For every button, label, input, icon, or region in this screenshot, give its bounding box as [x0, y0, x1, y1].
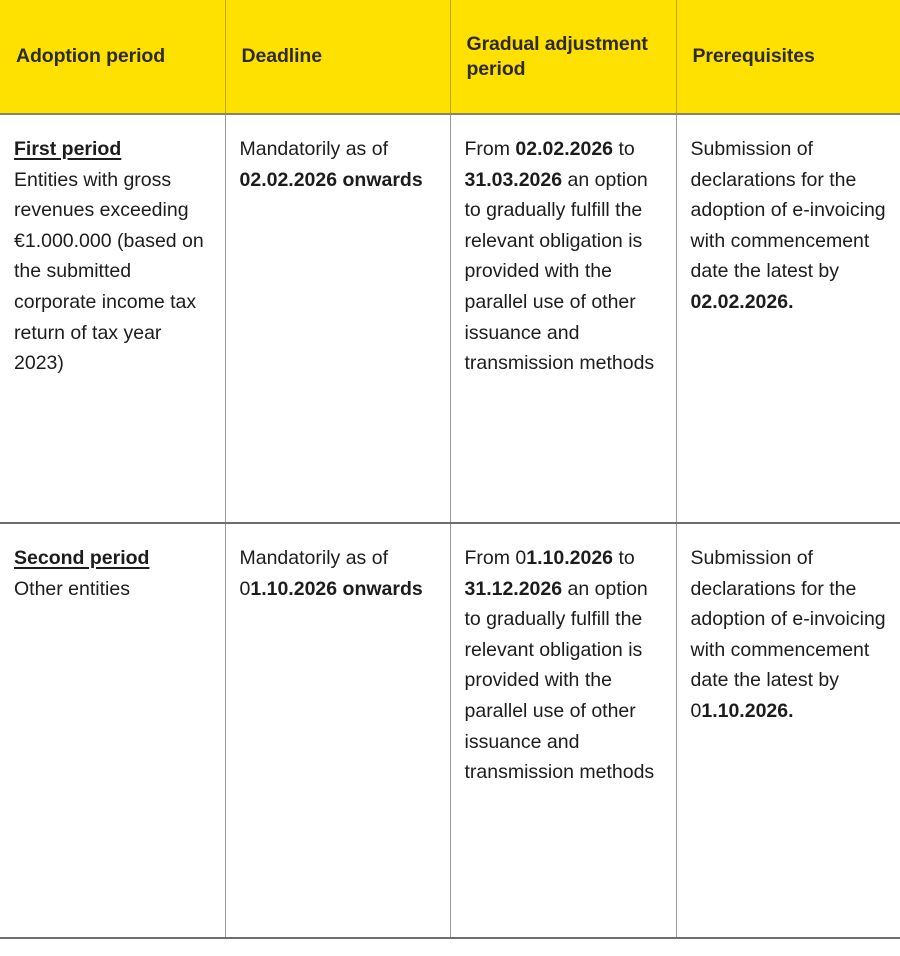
column-header-deadline-label: Deadline	[241, 45, 322, 68]
first-gradual-part3: an option to gradually fulfill the relevant obligation is provided with the parallel use of other issuance and transmission methods	[464, 168, 655, 375]
second-period-description: Other entities	[14, 577, 130, 600]
first-period-title: First period	[14, 138, 122, 160]
first-period-description: Entities with gross revenues exceeding €1.000.000 (based on the submitted corporate income tax return of tax year 2023)	[14, 168, 204, 375]
second-gradual-date-from-leading-zero: 0	[515, 547, 527, 569]
first-gradual-date-from: 02.02.2026	[515, 138, 614, 160]
second-gradual-part3: an option to gradually fulfill the relevant obligation is provided with the parallel use of other issuance and transmission methods	[464, 577, 655, 784]
cell-gradual-adjustment-first	[450, 114, 676, 523]
cell-gradual-adjustment-second	[450, 523, 676, 938]
second-period-title: Second period	[14, 547, 150, 569]
column-header-deadline	[225, 0, 450, 114]
second-gradual-part1: From	[464, 547, 516, 569]
column-header-prerequisites	[676, 0, 900, 114]
cell-adoption-period-second	[0, 523, 225, 938]
column-header-adoption-period-label: Adoption period	[16, 45, 166, 68]
column-header-gradual-adjustment-period	[450, 0, 676, 114]
second-deadline-lead: Mandatorily as of	[239, 547, 388, 569]
cell-adoption-period-first	[0, 114, 225, 523]
first-prerequisites-date: 02.02.2026.	[690, 290, 794, 313]
first-gradual-part2: to	[613, 138, 635, 160]
table-header	[0, 0, 900, 114]
table-row	[0, 523, 900, 938]
first-prerequisites-text: Submission of declarations for the adoption of e-invoicing with commencement date the latest by	[690, 138, 886, 283]
cell-deadline-second	[225, 523, 450, 938]
first-deadline-lead: Mandatorily as of	[239, 138, 388, 160]
column-header-adoption-period	[0, 0, 225, 114]
first-deadline-date: 02.02.2026 onwards	[239, 168, 423, 191]
column-header-prerequisites-label: Prerequisites	[692, 45, 815, 68]
column-header-gradual-adjustment-period-label: Gradual adjustment period	[466, 32, 648, 80]
cell-deadline-first	[225, 114, 450, 523]
first-gradual-part1: From	[464, 138, 516, 160]
second-prerequisites-text: Submission of declarations for the adoption of e-invoicing with commencement date the latest by	[690, 547, 886, 692]
cell-prerequisites-second	[676, 523, 900, 938]
second-prerequisites-date: 1.10.2026.	[701, 699, 794, 722]
second-prerequisites-date-leading-zero: 0	[690, 699, 702, 722]
second-gradual-date-to: 31.12.2026	[464, 577, 563, 600]
cell-prerequisites-first	[676, 114, 900, 523]
table-header-row	[0, 0, 900, 114]
second-deadline-date-leading-zero: 0	[239, 577, 251, 600]
second-gradual-date-from: 1.10.2026	[526, 547, 614, 569]
table-row	[0, 114, 900, 523]
first-gradual-date-to: 31.03.2026	[464, 168, 563, 191]
table-body	[0, 114, 900, 938]
second-gradual-part2: to	[613, 547, 635, 569]
second-deadline-date: 1.10.2026 onwards	[250, 577, 423, 600]
